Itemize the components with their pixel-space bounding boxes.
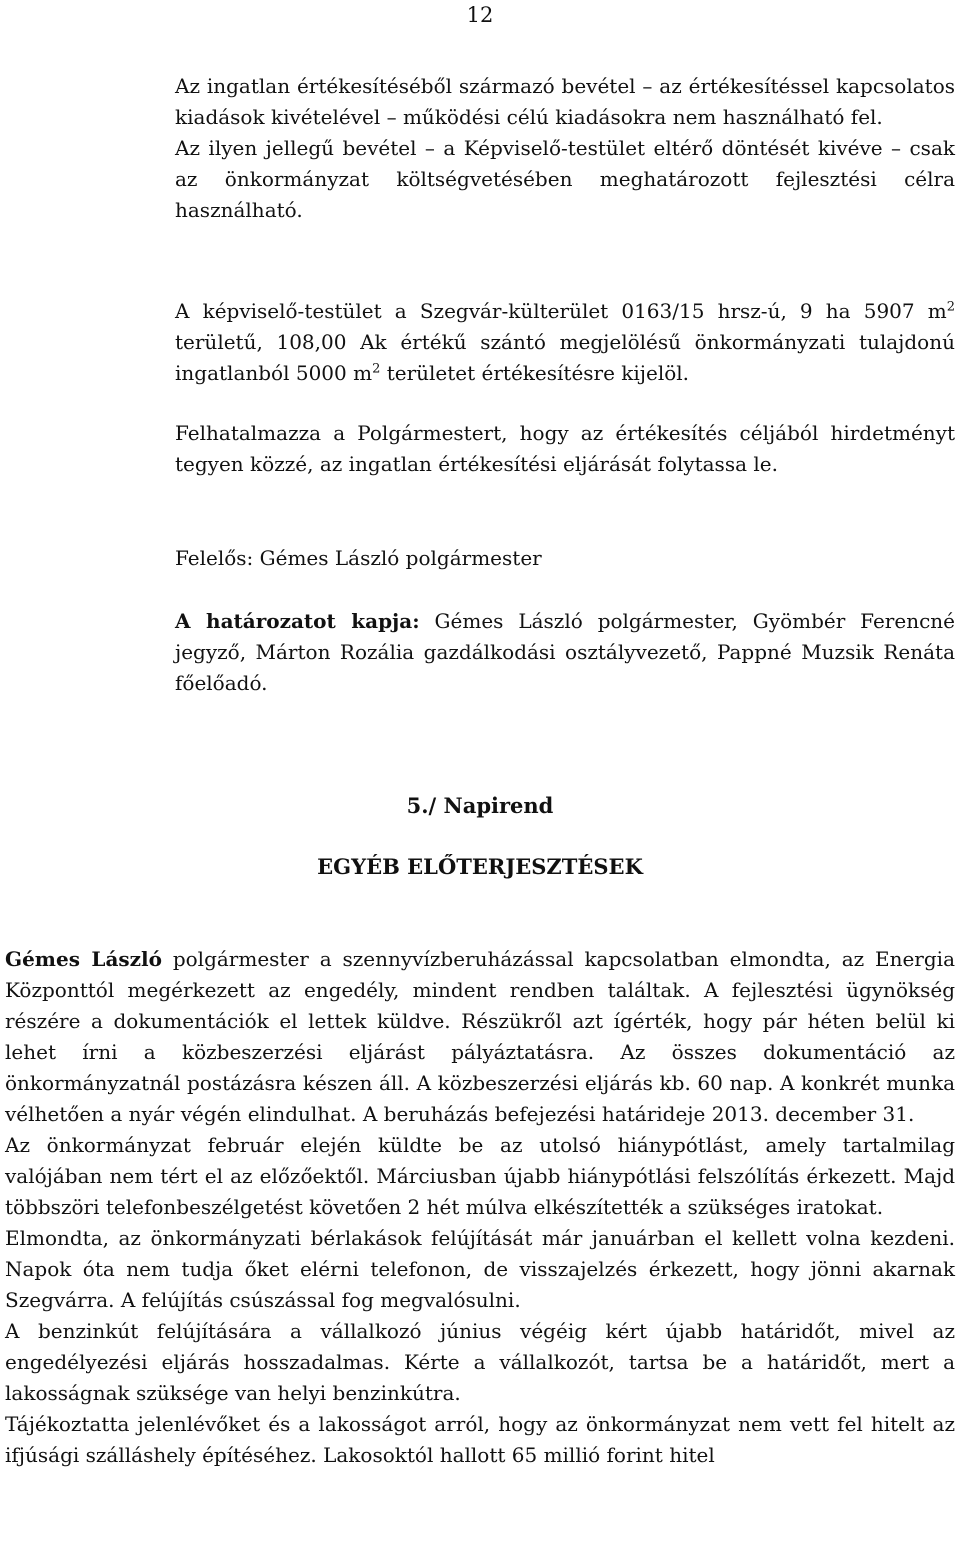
proceeds-paragraph-1: Az ingatlan értékesítéséből származó bevétel – az értékesítéssel kapcsolatos kiadások kivételével – működési célú kiadásokra nem használható fel.: [175, 74, 955, 129]
body-paragraph-2: Az önkormányzat február elején küldte be az utolsó hiánypótlást, amely tartalmilag valójában nem tért el az előzőektől. Márciusban újabb hiánypótlási felszólítás érkezett. Majd többszöri telefonbeszélgetést követően 2 hét múlva elkészítették a szükséges iratokat.: [5, 1133, 955, 1219]
body-paragraph-4: A benzinkút felújítására a vállalkozó június végéig kért újabb határidőt, mivel az engedélyezési eljárás hosszadalmas. Kérte a vállalkozót, tartsa be a határidőt, mert a lakosságnak szüksége van helyi benzinkútra.: [5, 1319, 955, 1405]
property-designation-text: [175, 296, 955, 389]
property-text-b: területű, 108,00 Ak értékű szántó megjelölésű önkormányzati tulajdonú ingatlanból 5000 m: [175, 330, 955, 385]
body-paragraph-3: Elmondta, az önkormányzati bérlakások felújítását már januárban el kellett volna kezdeni. Napok óta nem tudja őket elérni telefonon, de visszajelzés érkezett, hogy jönni akarnak Szegvárra. A felújítás csúszással fog megvalósulni.: [5, 1226, 955, 1312]
square-meter-superscript: 2: [946, 299, 955, 315]
recipients-list: Gémes László polgármester, Gyömbér Ferencné jegyző, Márton Rozália gazdálkodási osztályvezető, Pappné Muzsik Renáta főelőadó.: [175, 609, 955, 695]
recipients-text: [175, 606, 955, 699]
proceeds-paragraph-2: Az ilyen jellegű bevétel – a Képviselő-testület eltérő döntését kivéve – csak az önkormányzat költségvetésében meghatározott fejlesztési célra használható.: [175, 136, 955, 222]
body-paragraph-5: Tájékoztatta jelenlévőket és a lakosságot arról, hogy az önkormányzat nem vett fel hitelt az ifjúsági szálláshely építéséhez. Lakosoktól hallott 65 millió forint hitel: [5, 1412, 955, 1467]
authorization-paragraph: [175, 418, 955, 480]
recipients-label: A határozatot kapja:: [175, 609, 420, 633]
body-paragraph-1-text: polgármester a szennyvízberuházással kapcsolatban elmondta, az Energia Központtól megérkezett az engedély, mindent rendben találtak. A fejlesztési ügynökség részére a dokumentációk el lettek küldve. Részükről azt ígérték, hogy pár héten belül ki lehet írni a közbeszerzési eljárást pályáztatásra. Az összes dokumentáció az önkormányzatnál postázásra készen áll. A közbeszerzési eljárás kb. 60 nap. A konkrét munka vélhetően a nyár végén elindulhat. A beruházás befejezési határideje 2013. december 31.: [5, 947, 955, 1126]
recipients-paragraph: [175, 606, 955, 699]
authorization-text: Felhatalmazza a Polgármestert, hogy az értékesítés céljából hirdetményt tegyen közzé, az ingatlan értékesítési eljárását folytassa le.: [175, 421, 955, 476]
agenda-body: [5, 944, 955, 1471]
responsible-text: Felelős: Gémes László polgármester: [175, 546, 542, 570]
property-text-c: területet értékesítésre kijelöl.: [380, 361, 690, 385]
property-designation-paragraph: [175, 296, 955, 389]
page-number: 12: [466, 3, 494, 27]
agenda-title: EGYÉB ELŐTERJESZTÉSEK: [317, 854, 643, 879]
proceeds-restriction-block: [175, 71, 955, 226]
body-paragraph-1: [5, 944, 955, 1130]
square-meter-superscript: 2: [372, 361, 381, 377]
property-text-a: A képviselő-testület a Szegvár-külterület 0163/15 hrsz-ú, 9 ha 5907 m: [175, 299, 947, 323]
responsible-line: [175, 543, 955, 574]
speaker-name: Gémes László: [5, 947, 162, 971]
agenda-number: 5./ Napirend: [406, 793, 554, 818]
